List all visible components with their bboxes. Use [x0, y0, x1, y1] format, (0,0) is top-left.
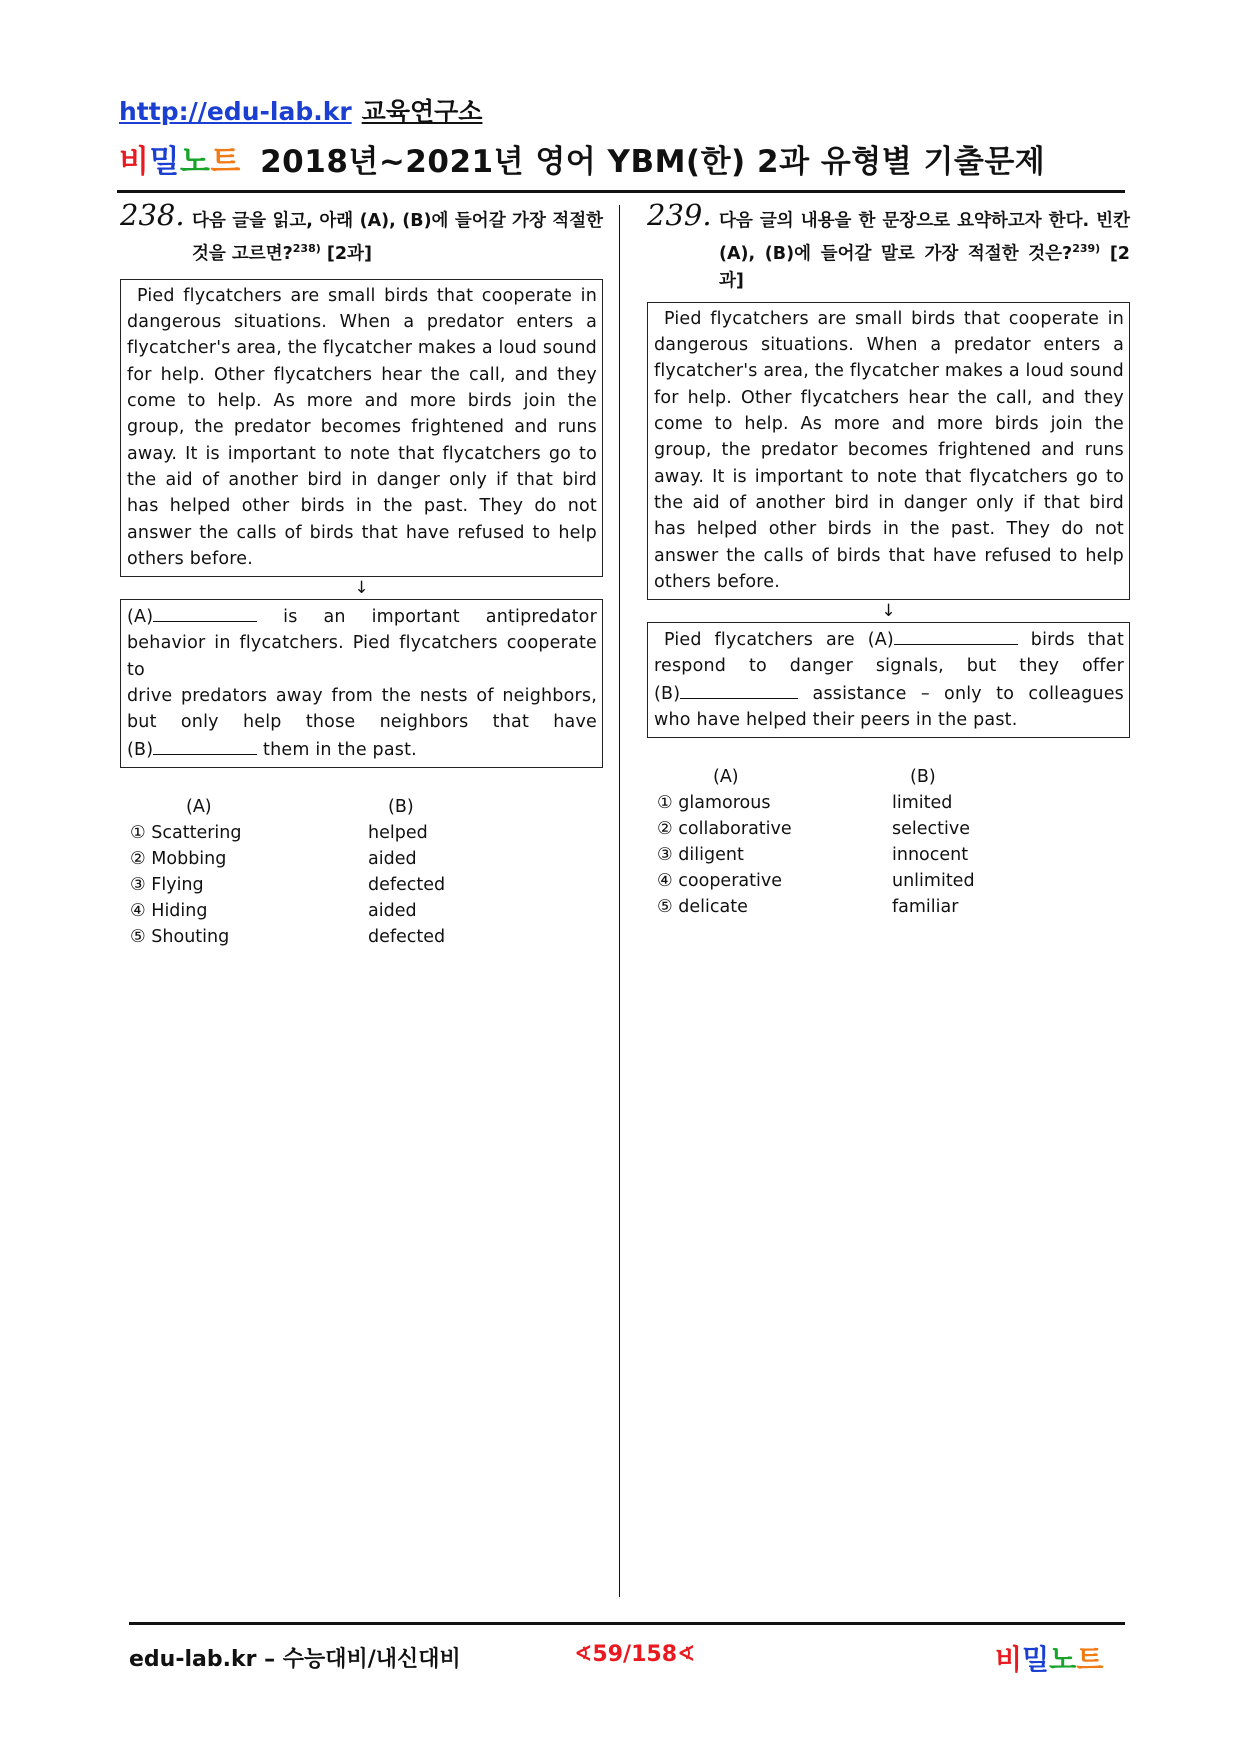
choice-3[interactable]: ③ diligent innocent: [657, 845, 969, 866]
passage-line: dangerous situations. When a predator enters a: [127, 312, 597, 333]
summary-box: [120, 599, 603, 768]
blank-a: [153, 603, 257, 622]
brand-char-bi: 비: [119, 144, 150, 180]
summary-box: [647, 622, 1130, 738]
brand-char-te: 트: [210, 144, 241, 180]
question-number: 238.: [120, 198, 185, 232]
passage-line: come to help. As more and more birds join the: [654, 414, 1124, 435]
blank-b: [680, 680, 798, 699]
passage-line: group, the predator becomes frightened and runs: [127, 417, 597, 438]
footer-rule: [129, 1622, 1125, 1625]
passage-line: Pied flycatchers are small birds that cooperate in: [137, 285, 597, 306]
choice-4[interactable]: ④ cooperative unlimited: [657, 871, 975, 892]
site-header: [119, 92, 482, 128]
choice-5[interactable]: ⑤ delicate familiar: [657, 897, 959, 918]
passage-line: has helped other birds in the past. They do not: [654, 519, 1124, 540]
brand-char-bi: 비: [995, 1643, 1023, 1676]
passage-line: the aid of another bird in danger only if that bird: [127, 469, 597, 490]
site-url-link[interactable]: http://edu-lab.kr: [119, 97, 352, 126]
page-number: ∢59/158∢: [574, 1642, 696, 1667]
summary-line: (B) assistance – only to colleagues: [654, 680, 1124, 707]
choice-header: (A) (B): [186, 796, 414, 817]
summary-line: drive predators away from the nests of neighbors,: [127, 685, 597, 706]
summary-line: behavior in flycatchers. Pied flycatchers cooperate to: [127, 633, 597, 680]
org-name: 교육연구소: [361, 97, 483, 126]
choice-2[interactable]: ② collaborative selective: [657, 819, 970, 840]
brand-char-no: 노: [179, 144, 211, 180]
passage-line: group, the predator becomes frightened and runs: [654, 440, 1124, 461]
choice-2[interactable]: ② Mobbing aided: [130, 848, 417, 869]
passage-line: Pied flycatchers are small birds that cooperate in: [664, 308, 1124, 329]
brand-char-no: 노: [1049, 1643, 1077, 1676]
passage-box: [647, 302, 1130, 600]
footnote-mark: 238): [292, 242, 321, 255]
passage-line: come to help. As more and more birds join the: [127, 391, 597, 412]
choice-3[interactable]: ③ Flying defected: [130, 874, 446, 895]
passage-line: for help. Other flycatchers hear the call, and they: [654, 387, 1124, 408]
choice-1[interactable]: ① Scattering helped: [130, 822, 428, 843]
down-arrow-icon: ↓: [354, 578, 369, 599]
summary-line: respond to danger signals, but they offer: [654, 656, 1124, 677]
footer-brand: [995, 1638, 1103, 1678]
choice-5[interactable]: ⑤ Shouting defected: [130, 926, 446, 947]
choice-header: (A) (B): [713, 767, 936, 788]
passage-line: others before.: [654, 571, 780, 592]
title-text: 2018년~2021년 영어 YBM(한) 2과 유형별 기출문제: [260, 144, 1046, 180]
lesson-tag: [2과]: [326, 243, 372, 264]
question-text: 다음 글을 읽고, 아래 (A), (B)에 들어갈 가장 적절한 것을 고르면?$^{238)}$ [2과]: [192, 211, 603, 264]
passage-line: dangerous situations. When a predator enters a: [654, 335, 1124, 356]
summary-line: Pied flycatchers are (A) birds that: [654, 626, 1124, 653]
passage-line: away. It is important to note that flycatchers go to: [127, 443, 597, 464]
header-rule: [117, 190, 1125, 193]
question-238: [120, 198, 603, 950]
answer-choices: [120, 794, 603, 950]
brand-char-mil: 밀: [1022, 1643, 1050, 1676]
down-arrow-icon: ↓: [881, 601, 896, 622]
answer-choices: [647, 764, 1130, 920]
page-title: [119, 136, 1045, 181]
question-number: 239.: [647, 198, 712, 232]
footer-site: edu-lab.kr – 수능대비/내신대비: [129, 1647, 461, 1672]
passage-box: [120, 279, 603, 577]
summary-line: who have helped their peers in the past.: [654, 709, 1018, 730]
passage-line: has helped other birds in the past. They do not: [127, 496, 597, 517]
question-header: [647, 198, 1130, 295]
passage-line: the aid of another bird in danger only if that bird: [654, 492, 1124, 513]
choice-4[interactable]: ④ Hiding aided: [130, 900, 417, 921]
passage-line: flycatcher's area, the flycatcher makes a loud sound: [654, 361, 1124, 382]
summary-line: (B) them in the past.: [127, 736, 597, 763]
question-header: [120, 198, 603, 268]
passage-line: answer the calls of birds that have refused to help: [654, 545, 1124, 566]
passage-line: for help. Other flycatchers hear the call, and they: [127, 364, 597, 385]
blank-a: [894, 626, 1018, 645]
passage-line: flycatcher's area, the flycatcher makes a loud sound: [127, 338, 597, 359]
lesson-tag: [2과]: [719, 243, 1130, 291]
summary-line: but only help those neighbors that have: [127, 712, 597, 733]
column-divider: [619, 205, 620, 1597]
passage-line: others before.: [127, 548, 253, 569]
footnote-mark: 239): [1072, 242, 1101, 255]
question-239: [647, 198, 1130, 920]
passage-line: away. It is important to note that flycatchers go to: [654, 466, 1124, 487]
passage-line: answer the calls of birds that have refused to help: [127, 522, 597, 543]
blank-b: [153, 736, 257, 755]
question-text: 다음 글의 내용을 한 문장으로 요약하고자 한다. 빈칸 (A), (B)에 들어갈 말로 가장 적절한 것은?$^{239)}$ [2과]: [719, 211, 1130, 291]
choice-1[interactable]: ① glamorous limited: [657, 793, 953, 814]
summary-line: (A) is an important antipredator: [127, 603, 597, 630]
brand-char-mil: 밀: [149, 144, 180, 180]
brand-char-te: 트: [1076, 1643, 1104, 1676]
